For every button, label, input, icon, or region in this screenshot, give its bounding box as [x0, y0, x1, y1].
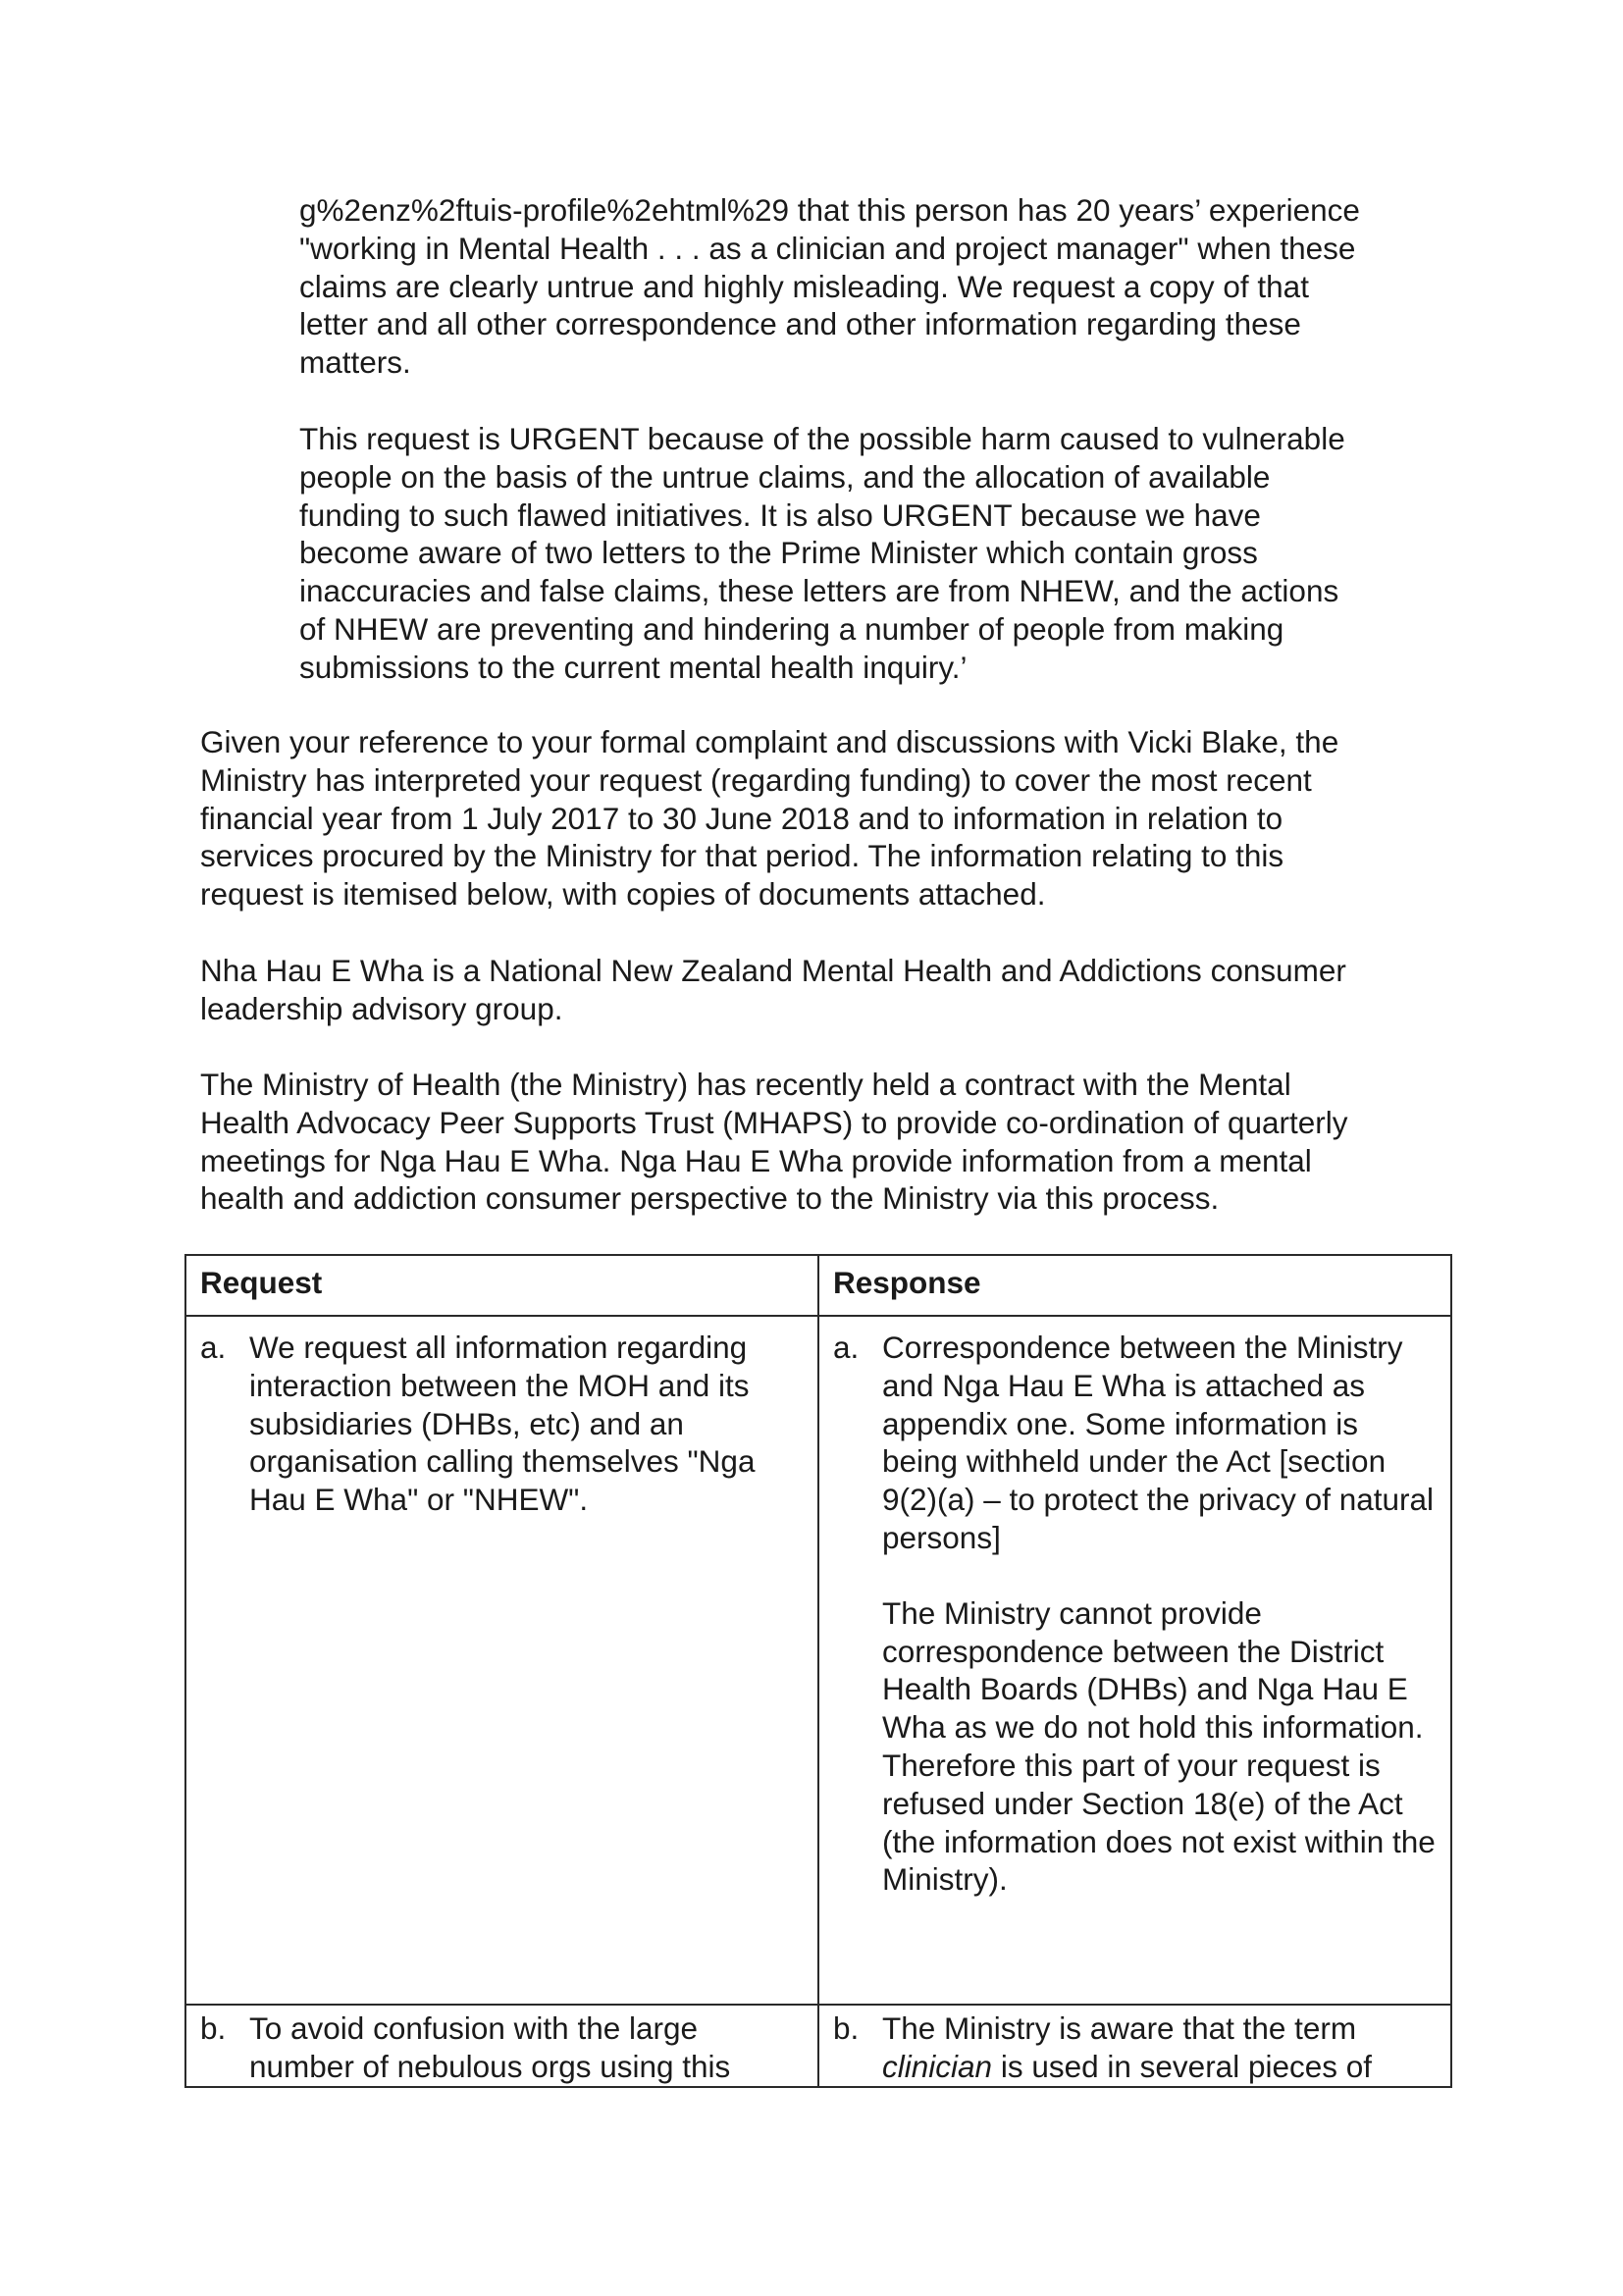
- body-paragraph-interpretation: [200, 723, 1466, 913]
- text-line: This request is URGENT because of the possible harm caused to vulnerable: [299, 421, 1345, 456]
- text-line: Health Advocacy Peer Supports Trust (MHAPS) to provide co-ordination of quarterly: [200, 1104, 1348, 1140]
- response-cell: [818, 2005, 1451, 2087]
- table-header-row: [185, 1255, 1451, 1316]
- text-line: matters.: [299, 344, 411, 381]
- request-text: We request all information regarding interaction between the MOH and its subsidiaries (DHBs, etc) and an organisation calling themselves "Nga Hau E Wha" or "NHEW".: [249, 1330, 756, 1518]
- column-header-response: Response: [818, 1255, 1451, 1316]
- text-line: "working in Mental Health . . . as a clinician and project manager" when these: [299, 230, 1356, 266]
- response-text-italic: clinician: [882, 2048, 993, 2084]
- text-line: become aware of two letters to the Prime Minister which contain gross: [299, 535, 1258, 571]
- text-line: Given your reference to your formal complaint and discussions with Vicki Blake, the: [200, 724, 1339, 759]
- item-letter: b.: [200, 2010, 227, 2046]
- text-line: g%2enz%2ftuis-profile%2ehtml%29 that this person has 20 years’ experience: [299, 192, 1360, 228]
- item-letter: b.: [833, 2010, 860, 2046]
- text-line: financial year from 1 July 2017 to 30 June 2018 and to information in relation to: [200, 800, 1283, 836]
- text-line: request is itemised below, with copies of documents attached.: [200, 876, 1046, 913]
- quote-paragraph-2: [299, 420, 1442, 687]
- text-line: letter and all other correspondence and other information regarding these: [299, 306, 1301, 342]
- text-line: funding to such flawed initiatives. It is also URGENT because we have: [299, 496, 1261, 533]
- request-text: To avoid confusion with the large number of nebulous orgs using this: [249, 2010, 731, 2084]
- text-line: services procured by the Ministry for that period. The information relating to this: [200, 838, 1284, 874]
- item-letter: a.: [200, 1330, 227, 1365]
- request-cell: [185, 2005, 818, 2087]
- table-row: [185, 2005, 1451, 2087]
- text-line: of NHEW are preventing and hindering a number of people from making: [299, 610, 1284, 647]
- text-line: meetings for Nga Hau E Wha. Nga Hau E Wha provide information from a mental: [200, 1142, 1312, 1178]
- text-line: submissions to the current mental health inquiry.’: [299, 649, 968, 685]
- request-cell: [185, 1316, 818, 2005]
- text-line: The Ministry of Health (the Ministry) has recently held a contract with the Mental: [200, 1067, 1291, 1102]
- text-line: inaccuracies and false claims, these letters are from NHEW, and the actions: [299, 573, 1339, 609]
- table-row: [185, 1316, 1451, 2005]
- text-line: Nha Hau E Wha is a National New Zealand Mental Health and Addictions consumer: [200, 953, 1346, 988]
- item-letter: a.: [833, 1330, 860, 1365]
- body-paragraph-nhew-description: [200, 952, 1466, 1028]
- text-line: claims are clearly untrue and highly misleading. We request a copy of that: [299, 268, 1309, 304]
- response-text-start: The Ministry is aware that the term: [882, 2010, 1357, 2046]
- response-text-end: is used in several pieces of: [1000, 2048, 1373, 2084]
- request-response-table: [184, 1254, 1452, 2088]
- response-text: [882, 2009, 1440, 2086]
- column-header-request: Request: [185, 1255, 818, 1316]
- response-text: The Ministry cannot provide correspondence between the District Health Boards (DHBs) and Nga Hau E Wha as we do not hold this information. Therefore this part of your request is refused under Section 18(e) of the Act (the information does not exist within the Ministry).: [882, 1594, 1436, 1898]
- response-cell: [818, 1316, 1451, 2005]
- text-line: leadership advisory group.: [200, 990, 563, 1026]
- quote-paragraph-1: [299, 191, 1442, 382]
- response-text: Correspondence between the Ministry and Nga Hau E Wha is attached as appendix one. Some information is being withheld under the Act [section 9(2)(a) – to protect the privacy of natural persons]: [882, 1330, 1435, 1555]
- text-line: people on the basis of the untrue claims, and the allocation of available: [299, 458, 1271, 495]
- text-line: health and addiction consumer perspective to the Ministry via this process.: [200, 1180, 1220, 1217]
- body-paragraph-contract: [200, 1066, 1466, 1218]
- text-line: Ministry has interpreted your request (regarding funding) to cover the most recent: [200, 761, 1312, 798]
